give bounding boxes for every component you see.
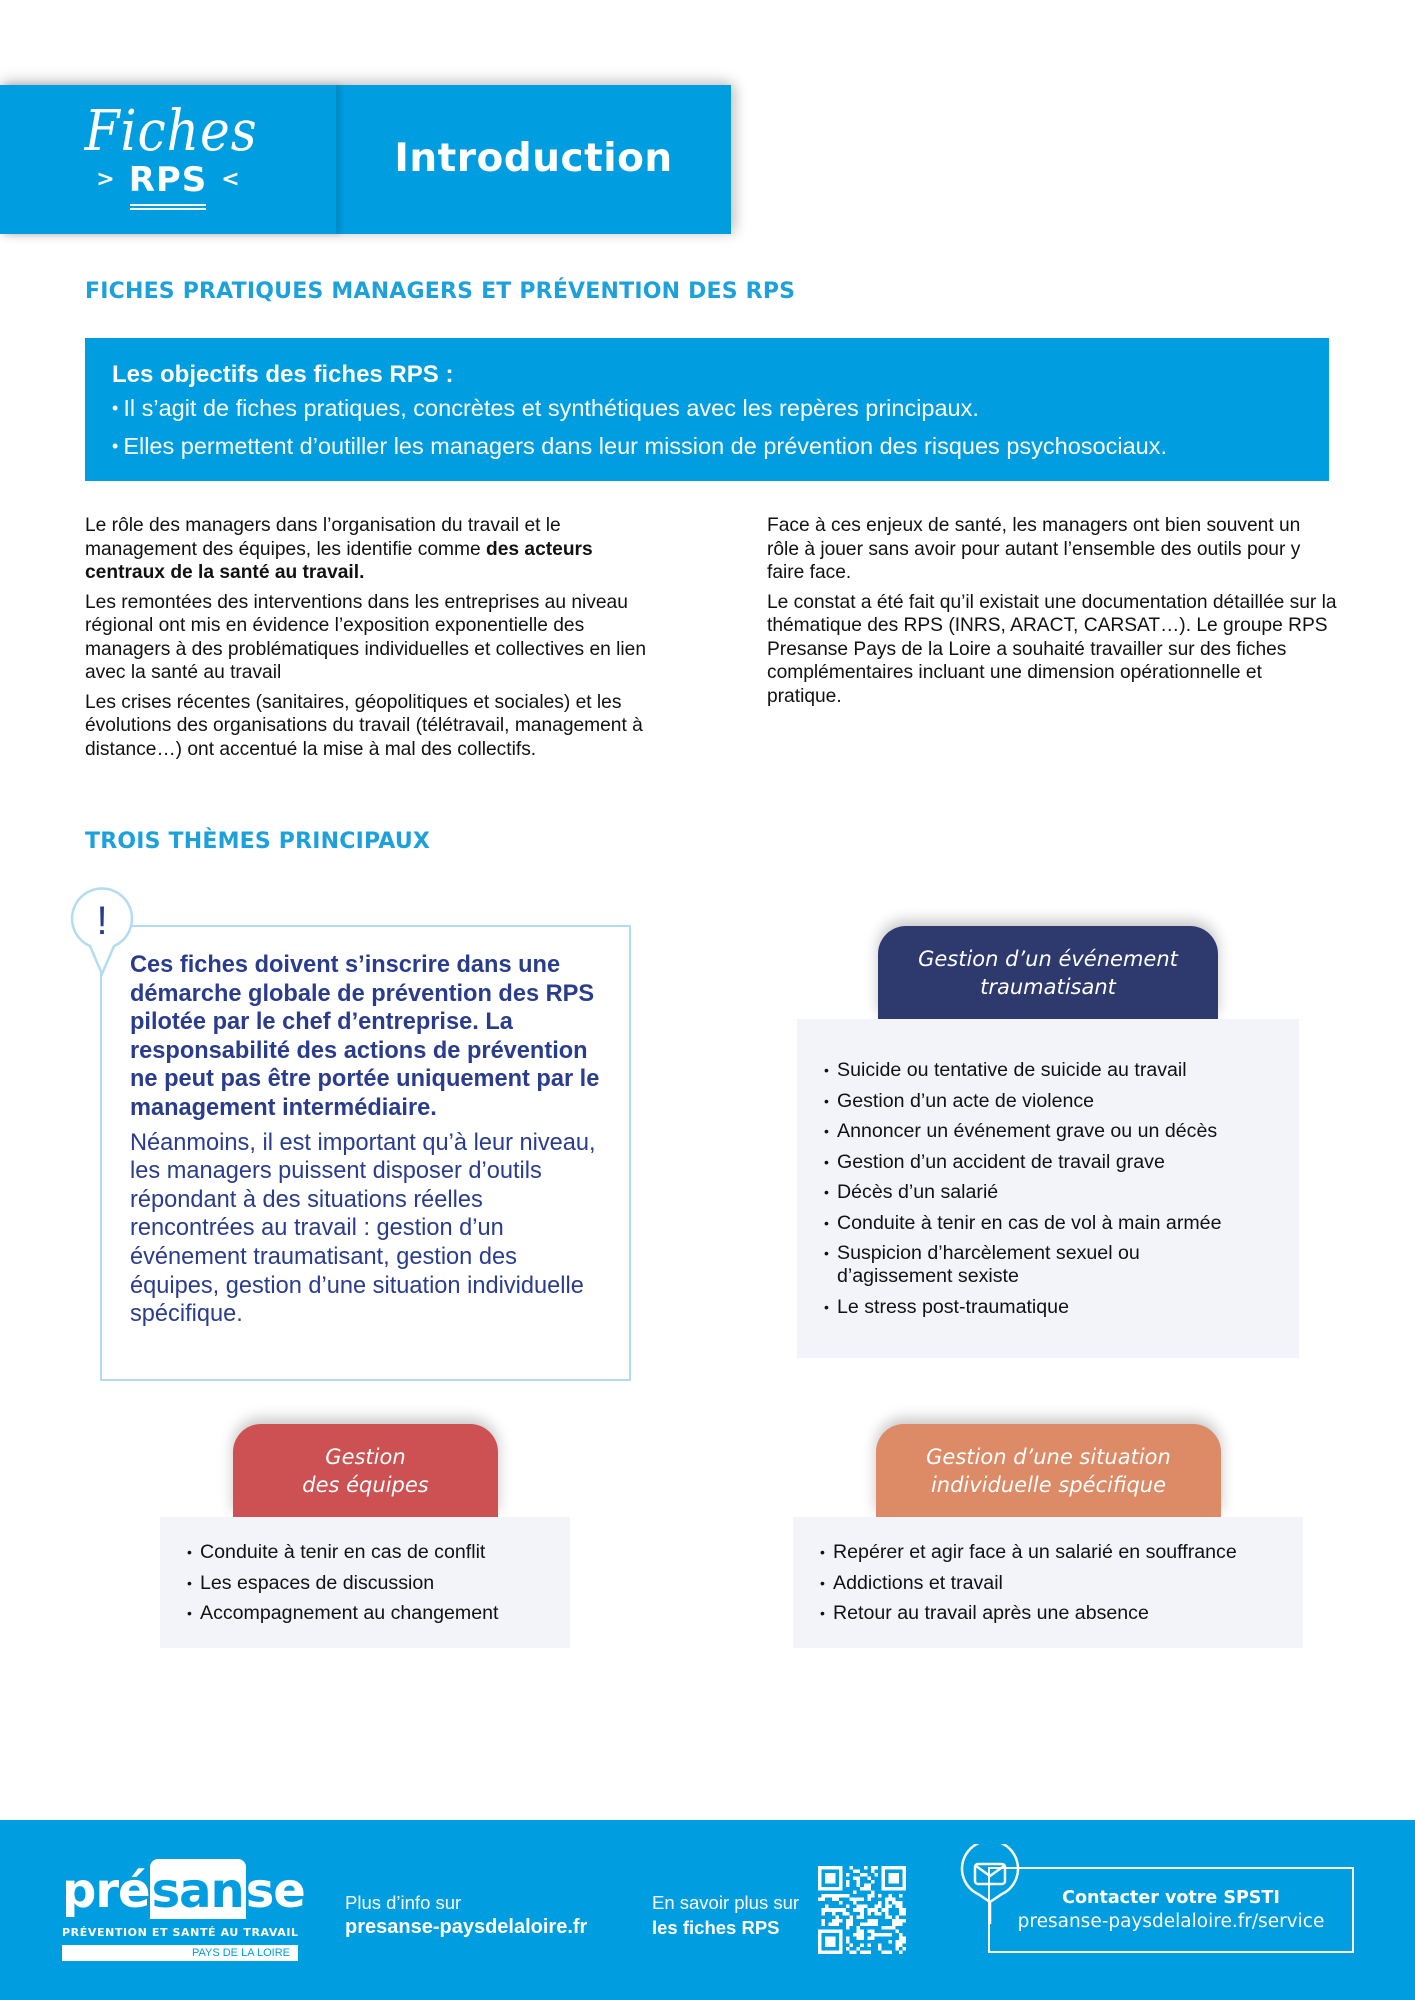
contact-title: Contacter votre SPSTI — [1062, 1888, 1280, 1908]
theme-list — [824, 1055, 1299, 1323]
page-footer — [0, 1820, 1415, 2000]
objectives-title: Les objectifs des fiches RPS : — [112, 361, 454, 388]
brand-tagline: PRÉVENTION ET SANTÉ AU TRAVAIL — [62, 1926, 299, 1939]
theme-card-evenement-traumatisant — [797, 1019, 1299, 1358]
list-item: • Addictions et travail — [820, 1568, 1303, 1599]
intro-paragraph: Les crises récentes (sanitaires, géopolitiques et sociales) et les évolutions des organisations du travail (télétravail, management à distance…) ont accentué la mise à mal des collectifs. — [85, 691, 643, 760]
fiches-info — [652, 1890, 799, 1940]
chevron-right-icon: > — [96, 167, 115, 192]
qr-code-icon[interactable] — [818, 1866, 906, 1954]
svg-text:!: ! — [96, 899, 108, 943]
list-item: • Annoncer un événement grave ou un décès — [824, 1116, 1299, 1147]
bullet-icon: • — [112, 398, 119, 418]
list-item: • Accompagnement au changement — [187, 1598, 570, 1629]
theme-card-gestion-equipes — [160, 1517, 570, 1648]
logo-rps-row — [96, 160, 239, 200]
fiches-link[interactable]: les fiches RPS — [652, 1917, 780, 1938]
page-header — [0, 85, 731, 234]
page-title: Introduction — [394, 136, 673, 181]
intro-paragraph: Le constat a été fait qu’il existait une documentation détaillée sur la thématique des RPS (INRS, ARACT, CARSAT…). Le groupe RPS Presanse Pays de la Loire a souhaité travailler sur des fiches complémentaires incluant une dimension opérationnelle et pratique. — [767, 591, 1337, 707]
objective-item: • Il s’agit de fiches pratiques, concrètes et synthétiques avec les repères principaux. — [112, 395, 979, 421]
objective-item: • Elles permettent d’outiller les managers dans leur mission de prévention des risques psychosociaux. — [112, 433, 1167, 459]
intro-paragraph: Les remontées des interventions dans les entreprises au niveau régional ont mis en évidence l’exposition exponentielle des managers à des problématiques individuelles et collectives en lien avec la santé au travail — [85, 591, 647, 683]
exclamation-icon — [68, 886, 136, 976]
list-item: • Les espaces de discussion — [187, 1568, 570, 1599]
brand-wordmark: présanse — [62, 1866, 300, 1922]
chevron-left-icon: < — [221, 167, 240, 192]
intro-paragraph: Le rôle des managers dans l’organisation du travail et le management des équipes, les identifie comme des acteurs centraux de la santé au travail. — [85, 515, 593, 583]
fiches-label: En savoir plus sur — [652, 1892, 800, 1913]
objectives-box — [85, 338, 1329, 481]
brand-region: PAYS DE LA LOIRE — [62, 1945, 298, 1961]
fiches-rps-logo — [0, 85, 336, 234]
theme-list — [187, 1537, 570, 1629]
intro-paragraph: Face à ces enjeux de santé, les managers ont bien souvent un rôle à jouer sans avoir pour autant l’ensemble des outils pour y faire face. — [767, 515, 1301, 583]
theme-tab-evenement-traumatisant: Gestion d’un événement traumatisant — [878, 926, 1218, 1019]
logo-double-underline — [130, 204, 206, 210]
intro-right-column — [767, 514, 1337, 714]
section-heading-fiches-pratiques: FICHES PRATIQUES MANAGERS ET PRÉVENTION DES RPS — [85, 279, 796, 304]
bullet-icon: • — [112, 436, 119, 456]
list-item: • Le stress post-traumatique — [824, 1292, 1299, 1323]
theme-tab-situation-individuelle: Gestion d’une situation individuelle spécifique — [876, 1424, 1221, 1517]
list-item: • Retour au travail après une absence — [820, 1598, 1303, 1629]
emphasis-text: des acteurs centraux de la santé au travail. — [85, 538, 593, 583]
theme-list — [820, 1537, 1303, 1629]
theme-tab-gestion-equipes: Gestion des équipes — [233, 1424, 498, 1517]
website-info — [345, 1890, 587, 1940]
list-item: • Gestion d’un accident de travail grave — [824, 1147, 1299, 1178]
alert-bold-text: Ces fiches doivent s’inscrire dans une démarche globale de prévention des RPS pilotée par le chef d’entreprise. La responsabilité des actions de prévention ne peut pas être portée uniquement par le management intermédiaire. — [130, 952, 600, 1121]
website-label: Plus d’info sur — [345, 1892, 462, 1913]
list-item: • Conduite à tenir en cas de vol à main armée — [824, 1208, 1299, 1239]
section-heading-trois-themes: TROIS THÈMES PRINCIPAUX — [85, 829, 431, 854]
list-item: • Suicide ou tentative de suicide au travail — [824, 1055, 1299, 1086]
list-item: • Suspicion d’harcèlement sexuel ou d’agissement sexiste — [824, 1238, 1164, 1292]
list-item: • Décès d’un salarié — [824, 1177, 1299, 1208]
theme-card-situation-individuelle — [793, 1517, 1303, 1648]
presanse-logo — [62, 1863, 305, 1961]
intro-left-column — [85, 514, 660, 767]
logo-rps-text: RPS — [128, 159, 208, 200]
list-item: • Conduite à tenir en cas de conflit — [187, 1537, 570, 1568]
alert-body-text: Néanmoins, il est important qu’à leur niveau, les managers puissent disposer d’outils répondant à des situations réelles rencontrées au travail : gestion d’un événement traumatisant, gestion des équipes, gestion d’une situation individuelle spécifique. — [130, 1129, 596, 1328]
contact-spsti-box[interactable] — [988, 1867, 1354, 1953]
list-item: • Gestion d’un acte de violence — [824, 1086, 1299, 1117]
alert-callout-box — [100, 925, 631, 1381]
contact-url[interactable]: presanse-paysdelaloire.fr/service — [1017, 1911, 1325, 1932]
logo-script-text: Fiches — [84, 98, 258, 164]
list-item: • Repérer et agir face à un salarié en souffrance — [820, 1537, 1303, 1568]
website-link[interactable]: presanse-paysdelaloire.fr — [345, 1916, 588, 1938]
